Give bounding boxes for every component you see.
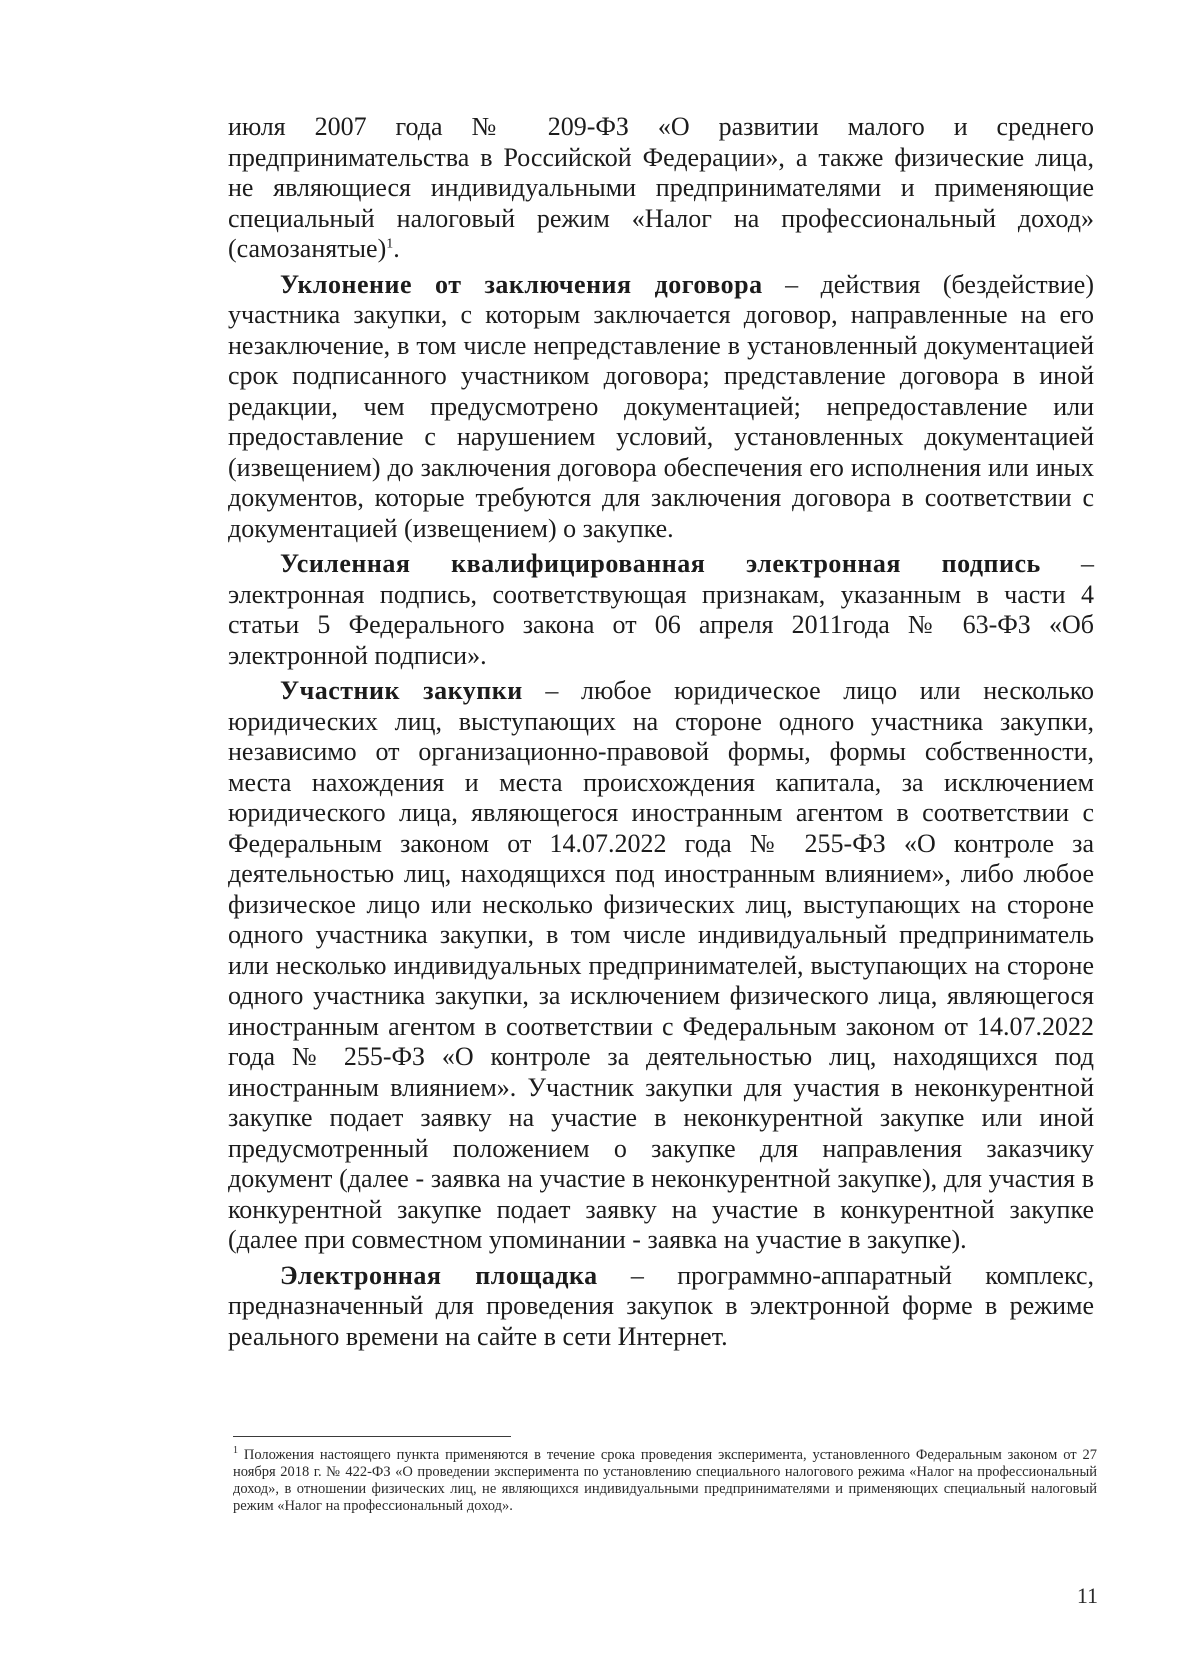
paragraph-tail: .	[393, 234, 400, 263]
definition-term: Электронная площадка	[280, 1260, 598, 1290]
definition-term: Усиленная квалифицированная электронная подпись	[280, 549, 1041, 578]
definition-text: – программно-аппаратный комплекс, предназначенный для проведения закупок в электронной форме в режиме реального времени на сайте в сети Интернет.	[228, 1260, 1094, 1351]
paragraph-text: июля 2007 года № 209-ФЗ «О развитии малого и среднего предпринимательства в Российской Федерации», а также физические лица, не являющиеся индивидуальными предпринимателями и применяющие специальный налоговый режим «Налог на профессиональный доход» (самозанятые)	[228, 112, 1094, 263]
definition-term: Уклонение от заключения договора	[280, 269, 763, 299]
definition-term: Участник закупки	[280, 676, 523, 705]
definition-procurement-participant	[228, 676, 1094, 1256]
page-number: 11	[1076, 1583, 1098, 1608]
footnote-mark: 1	[233, 1445, 238, 1457]
definition-contract-evasion	[228, 270, 1094, 545]
definition-electronic-platform	[228, 1261, 1094, 1353]
definition-text: – действия (бездействие) участника закупки, с которым заключается договор, направленные на его незаключение, в том числе непредставление в установленный документацией срок подписанного участником договора; представление договора в иной редакции, чем предусмотрено документацией; непредоставление или предоставление с нарушением условий, установленных документацией (извещением) до заключения договора обеспечения его исполнения или иных документов, которые требуются для заключения договора в соответствии с документацией (извещением) о закупке.	[228, 269, 1094, 543]
footnote-divider	[233, 1436, 511, 1437]
definition-qualified-signature	[228, 549, 1094, 671]
footnote	[233, 1447, 1097, 1515]
footnote-text: Положения настоящего пункта применяются в течение срока проведения эксперимента, установленного Федеральным законом от 27 ноября 2018 г. № 422-ФЗ «О проведении эксперимента по установлению специального налогового режима «Налог на профессиональный доход», в отношении физических лиц, не являющихся индивидуальными предпринимателями и применяющих специальный налоговый режим «Налог на профессиональный доход».	[233, 1447, 1097, 1514]
definition-text: – электронная подпись, соответствующая признакам, указанным в части 4 статьи 5 Федерального закона от 06 апреля 2011года № 63-ФЗ «Об электронной подписи».	[228, 549, 1095, 670]
footnote-reference: 1	[386, 236, 394, 252]
document-body	[228, 112, 1094, 1352]
definition-text: – любое юридическое лицо или несколько юридических лиц, выступающих на стороне одного участника закупки, независимо от организационно-правовой формы, формы собственности, места нахождения и места происхождения капитала, за исключением юридического лица, являющегося иностранным агентом в соответствии с Федеральным законом от 14.07.2022 года № 255-ФЗ «О контроле за деятельностью лиц, находящихся под иностранным влиянием», либо любое физическое лицо или несколько физических лиц, выступающих на стороне одного участника закупки, в том числе индивидуальный предприниматель или несколько индивидуальных предпринимателей, выступающих на стороне одного участника закупки, за исключением физического лица, являющегося иностранным агентом в соответствии с Федеральным законом от 14.07.2022 года № 255-ФЗ «О контроле за деятельностью лиц, находящихся под иностранным влиянием». Участник закупки для участия в неконкурентной закупке подает заявку на участие в неконкурентной закупке или иной предусмотренный положением о закупке для направления заказчику документ (далее - заявка на участие в неконкурентной закупке), для участия в конкурентной закупке подает заявку на участие в конкурентной закупке (далее при совместном упоминании - заявка на участие в закупке).	[228, 676, 1094, 1254]
paragraph-continuation	[228, 112, 1094, 265]
